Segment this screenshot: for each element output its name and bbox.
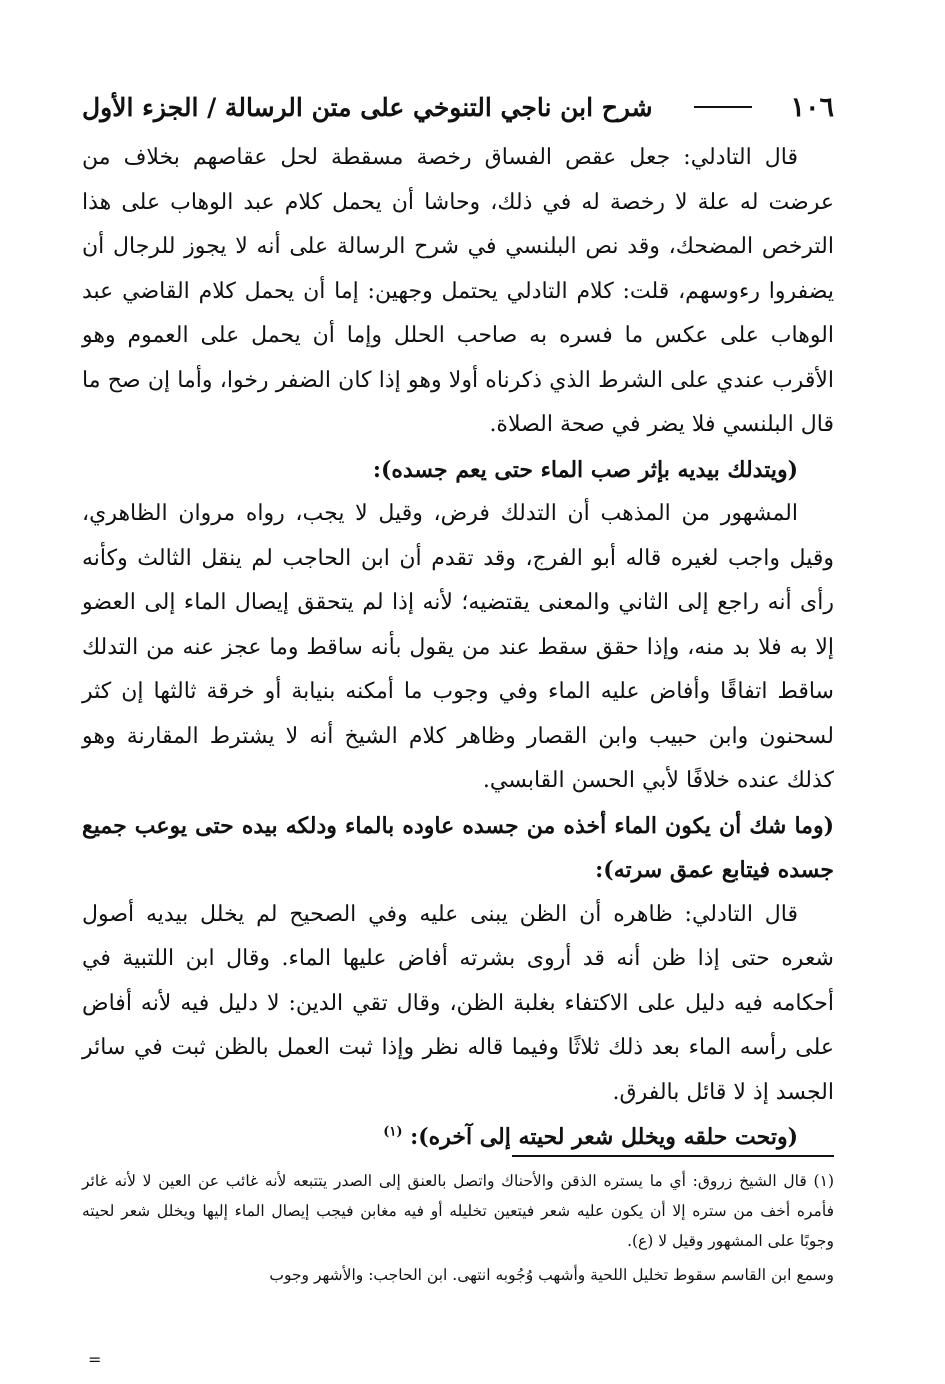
matn-quote-1: (ويتدلك بيديه بإثر صب الماء حتى يعم جسده): <box>372 456 798 483</box>
footnote-separator <box>512 1155 834 1157</box>
body-text <box>82 136 834 1160</box>
page-number: ١٠٦ <box>790 92 834 123</box>
footnote-1: (١) قال الشيخ زروق: أي ما يستره الذقن والأحناك واتصل بالعنق إلى الصدر يتتبعه لأنه غائب عن العين لا لأنه غائر فأمره أخف من ستره إلا أن يكون عليه شعر فيتعين تخليله أو فيه مغابن فيجب إيصال الماء إليها ويخلل شعر لحيته وجوبًا على المشهور وقيل لا (ع). <box>82 1172 834 1250</box>
footnote-1-continued: وسمع ابن القاسم سقوط تخليل اللحية وأشهب وُجُوبه انتهى. ابن الحاجب: والأشهر وجوب <box>269 1266 834 1284</box>
footnotes <box>82 1166 834 1290</box>
matn-quote-3 <box>82 1115 834 1160</box>
matn-quote-2: (وما شك أن يكون الماء أخذه من جسده عاوده بالماء ودلكه بيده حتى يوعب جميع جسده فيتابع عمق سرته): <box>82 812 834 883</box>
paragraph-commentary-2: المشهور من المذهب أن التدلك فرض، وقيل لا يجب، رواه مروان الظاهري، وقيل واجب لغيره قاله أبو الفرج، وقد تقدم أن ابن الحاجب لم ينقل الثالث وكأنه رأى أنه راجع إلى الثاني والمعنى يقتضيه؛ لأنه إذا لم يتحقق إيصال الماء إلى العضو إلا به فلا بد منه، وإذا حقق سقط عند من يقول بأنه ساقط وما عجز عنه من التدلك ساقط اتفاقًا وأفاض عليه الماء وفي وجوب ما أمكنه بنيابة أو خرقة ثالثها إن كثر لسحنون وابن حبيب وابن القصار وظاهر كلام الشيخ أنه لا يشترط المقارنة وهو كذلك عنده خلافًا لأبي الحسن القابسي. <box>82 501 834 793</box>
header-rule <box>694 106 752 108</box>
paragraph-commentary-3: قال التادلي: ظاهره أن الظن يبنى عليه وفي الصحيح لم يخلل بيديه أصول شعره حتى إذا ظن أنه قد أروى بشرته أفاض عليها الماء. وقال ابن اللتبية في أحكامه فيه دليل على الاكتفاء بغلبة الظن، وقال تقي الدين: لا دليل فيه لأنه أفاض على رأسه الماء بعد ذلك ثلاثًا وفيما قاله نظر وإذا ثبت العمل بالظن ثبت في سائر الجسد إذ لا قائل بالفرق. <box>82 901 835 1105</box>
matn-quote-3-text: (وتحت حلقه ويخلل شعر لحيته إلى آخره): <box>410 1124 798 1150</box>
paragraph-commentary-1: قال التادلي: جعل عقص الفساق رخصة مسقطة لحل عقاصهم بخلاف من عرضت له علة لا رخصة له في ذلك، وحاشا أن يحمل كلام عبد الوهاب على هذا الترخص المضحك، وقد نص البلنسي في شرح الرسالة على أنه لا يجوز للرجال أن يضفروا رءوسهم، قلت: كلام التادلي يحتمل وجهين: إما أن يحمل كلام القاضي عبد الوهاب على عكس ما فسره به صاحب الحلل وإما أن يحمل على العموم وهو الأقرب عندي على الشرط الذي ذكرناه أولا وهو إذا كان الضفر رخوا، وأما إن صح ما قال البلنسي فلا يضر في صحة الصلاة. <box>82 145 834 437</box>
running-title: شرح ابن ناجي التنوخي على متن الرسالة / الجزء الأول <box>82 93 653 122</box>
page-header <box>82 86 834 130</box>
footnote-reference[interactable]: (١) <box>383 1124 403 1140</box>
continuation-mark: = <box>88 1350 102 1369</box>
